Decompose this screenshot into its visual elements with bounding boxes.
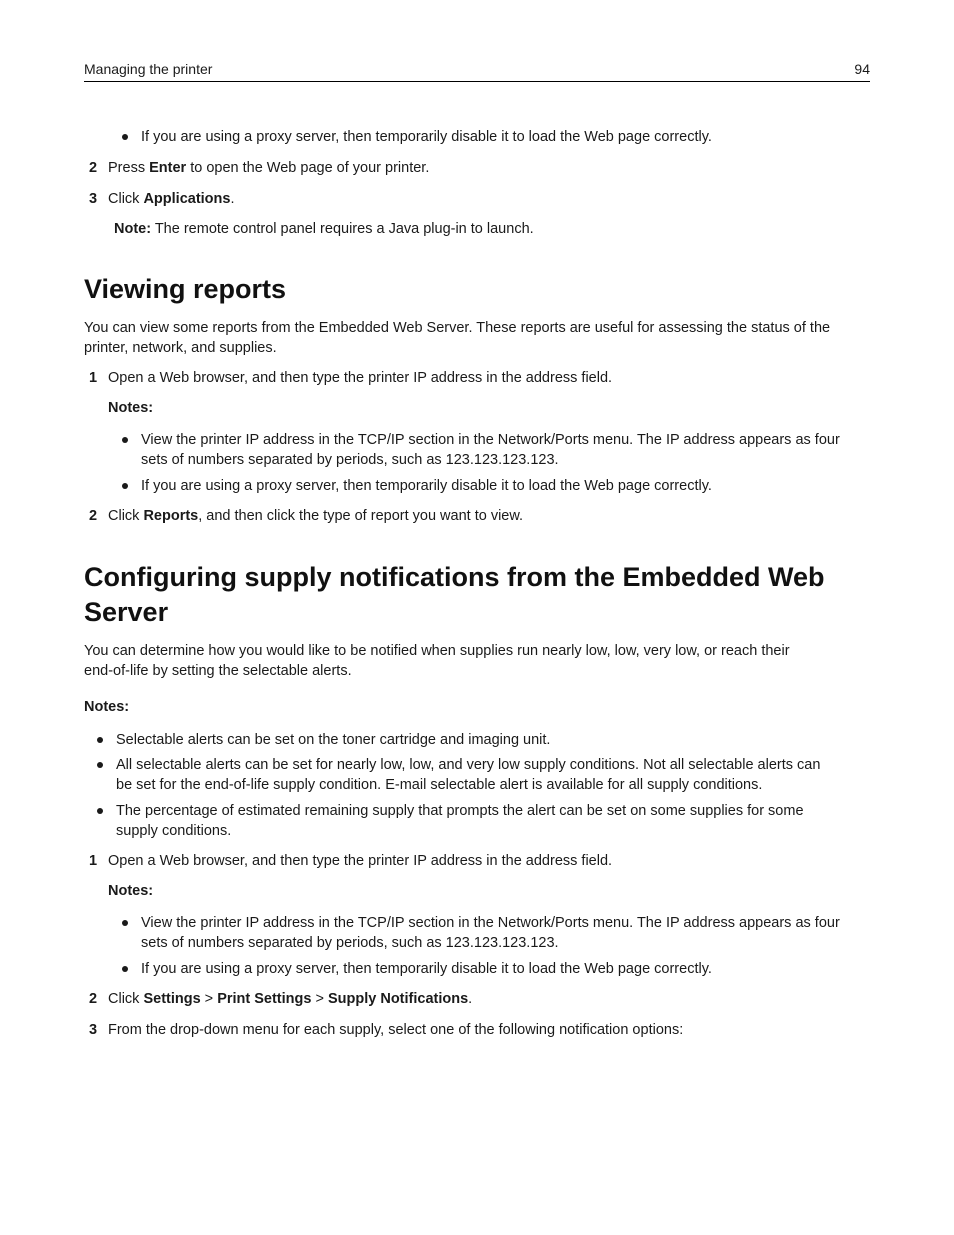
bullet-icon xyxy=(122,483,128,489)
note-text: The remote control panel requires a Java plug-in to launch. xyxy=(151,221,534,237)
section-heading-supply-notifications xyxy=(84,560,874,630)
step-text-part: Click xyxy=(108,191,144,207)
notes-label: Notes: xyxy=(108,400,154,416)
step-number: 2 xyxy=(89,508,98,524)
step-item xyxy=(89,506,874,526)
list-item xyxy=(122,476,874,496)
menu-path-separator: > xyxy=(311,991,328,1007)
list-item xyxy=(122,127,874,147)
step-text-part: Click xyxy=(108,508,144,524)
step-text xyxy=(108,506,523,526)
notes-label: Notes: xyxy=(108,883,154,899)
bullet-icon xyxy=(97,737,103,743)
step-bold-key: Enter xyxy=(149,160,187,176)
step-number: 1 xyxy=(89,853,98,869)
bullet-text: Selectable alerts can be set on the toner cartridge and imaging unit. xyxy=(116,732,551,748)
intro-line: end-of-life by setting the selectable alerts. xyxy=(84,663,352,679)
intro-line: printer, network, and supplies. xyxy=(84,340,277,356)
header-section-title: Managing the printer xyxy=(84,61,213,77)
step-text: Open a Web browser, and then type the printer IP address in the address field. xyxy=(108,370,613,386)
bullet-icon xyxy=(122,920,128,926)
note-label: Note: xyxy=(114,221,152,237)
section-intro xyxy=(84,641,874,681)
notes-label: Notes: xyxy=(84,699,130,715)
list-item xyxy=(122,430,874,470)
list-item xyxy=(97,730,874,750)
bullet-line: be set for the end-of-life supply condition. E-mail selectable alert is available for all supply conditions. xyxy=(116,777,763,793)
step-bold-key: Reports xyxy=(143,508,199,524)
step-text-part: Press xyxy=(108,160,150,176)
step-number: 1 xyxy=(89,370,98,386)
menu-path-supply-notifications: Supply Notifications xyxy=(327,991,469,1007)
bullet-line: The percentage of estimated remaining supply that prompts the alert can be set on some supplies for some xyxy=(116,803,804,819)
step-text-part: , and then click the type of report you want to view. xyxy=(198,508,524,524)
step-text-part: to open the Web page of your printer. xyxy=(186,160,430,176)
bullet-icon xyxy=(97,762,103,768)
section-heading-viewing-reports: Viewing reports xyxy=(84,274,287,304)
step-item xyxy=(89,1020,874,1040)
note xyxy=(114,219,874,239)
bullet-line: All selectable alerts can be set for nearly low, low, and very low supply conditions. Not all selectable alerts can xyxy=(116,757,821,773)
bullet-line: View the printer IP address in the TCP/IP section in the Network/Ports menu. The IP address appears as four xyxy=(141,915,840,931)
bullet-text xyxy=(141,913,840,953)
step-text xyxy=(108,989,472,1009)
bullet-text xyxy=(116,755,820,795)
step-text xyxy=(108,189,235,209)
step-text: From the drop-down menu for each supply, select one of the following notification options: xyxy=(108,1022,684,1038)
menu-path-separator: > xyxy=(200,991,218,1007)
bullet-text: If you are using a proxy server, then temporarily disable it to load the Web page correctly. xyxy=(141,961,712,977)
step-item xyxy=(89,189,874,209)
step-text: Open a Web browser, and then type the printer IP address in the address field. xyxy=(108,853,613,869)
bullet-icon xyxy=(122,966,128,972)
bullet-text: If you are using a proxy server, then temporarily disable it to load the Web page correctly. xyxy=(141,129,712,145)
intro-line: You can view some reports from the Embedded Web Server. These reports are useful for assessing the status of the xyxy=(84,320,831,336)
heading-line: Configuring supply notifications from the Embedded Web xyxy=(84,562,825,592)
step-item xyxy=(89,368,874,388)
bullet-icon xyxy=(97,808,103,814)
step-number: 2 xyxy=(89,991,98,1007)
bullet-line: sets of numbers separated by periods, such as 123.123.123.123. xyxy=(141,452,559,468)
step-number: 3 xyxy=(89,1022,98,1038)
list-item xyxy=(97,801,874,841)
heading-line: Server xyxy=(84,597,169,627)
step-text-part: . xyxy=(468,991,473,1007)
step-item xyxy=(89,989,874,1009)
section-intro xyxy=(84,318,874,358)
page-header xyxy=(84,60,870,82)
bullet-line: sets of numbers separated by periods, such as 123.123.123.123. xyxy=(141,935,559,951)
list-item xyxy=(97,755,874,795)
step-bold-key: Applications xyxy=(143,191,231,207)
bullet-icon xyxy=(122,134,128,140)
step-text-part: Click xyxy=(108,991,144,1007)
bullet-line: supply conditions. xyxy=(116,823,232,839)
step-number: 2 xyxy=(89,160,98,176)
page-number: 94 xyxy=(854,61,870,77)
bullet-line: View the printer IP address in the TCP/IP section in the Network/Ports menu. The IP address appears as four xyxy=(141,432,840,448)
bullet-text xyxy=(116,801,804,841)
menu-path-settings: Settings xyxy=(143,991,201,1007)
step-text-part: . xyxy=(230,191,235,207)
step-item xyxy=(89,158,874,178)
bullet-icon xyxy=(122,437,128,443)
step-text xyxy=(108,158,429,178)
intro-line: You can determine how you would like to be notified when supplies run nearly low, low, very low, or reach their xyxy=(84,643,790,659)
bullet-text xyxy=(141,430,840,470)
menu-path-print-settings: Print Settings xyxy=(217,991,312,1007)
bullet-text: If you are using a proxy server, then temporarily disable it to load the Web page correctly. xyxy=(141,478,712,494)
step-item xyxy=(89,851,874,871)
list-item xyxy=(122,913,874,953)
list-item xyxy=(122,959,874,979)
step-number: 3 xyxy=(89,191,98,207)
